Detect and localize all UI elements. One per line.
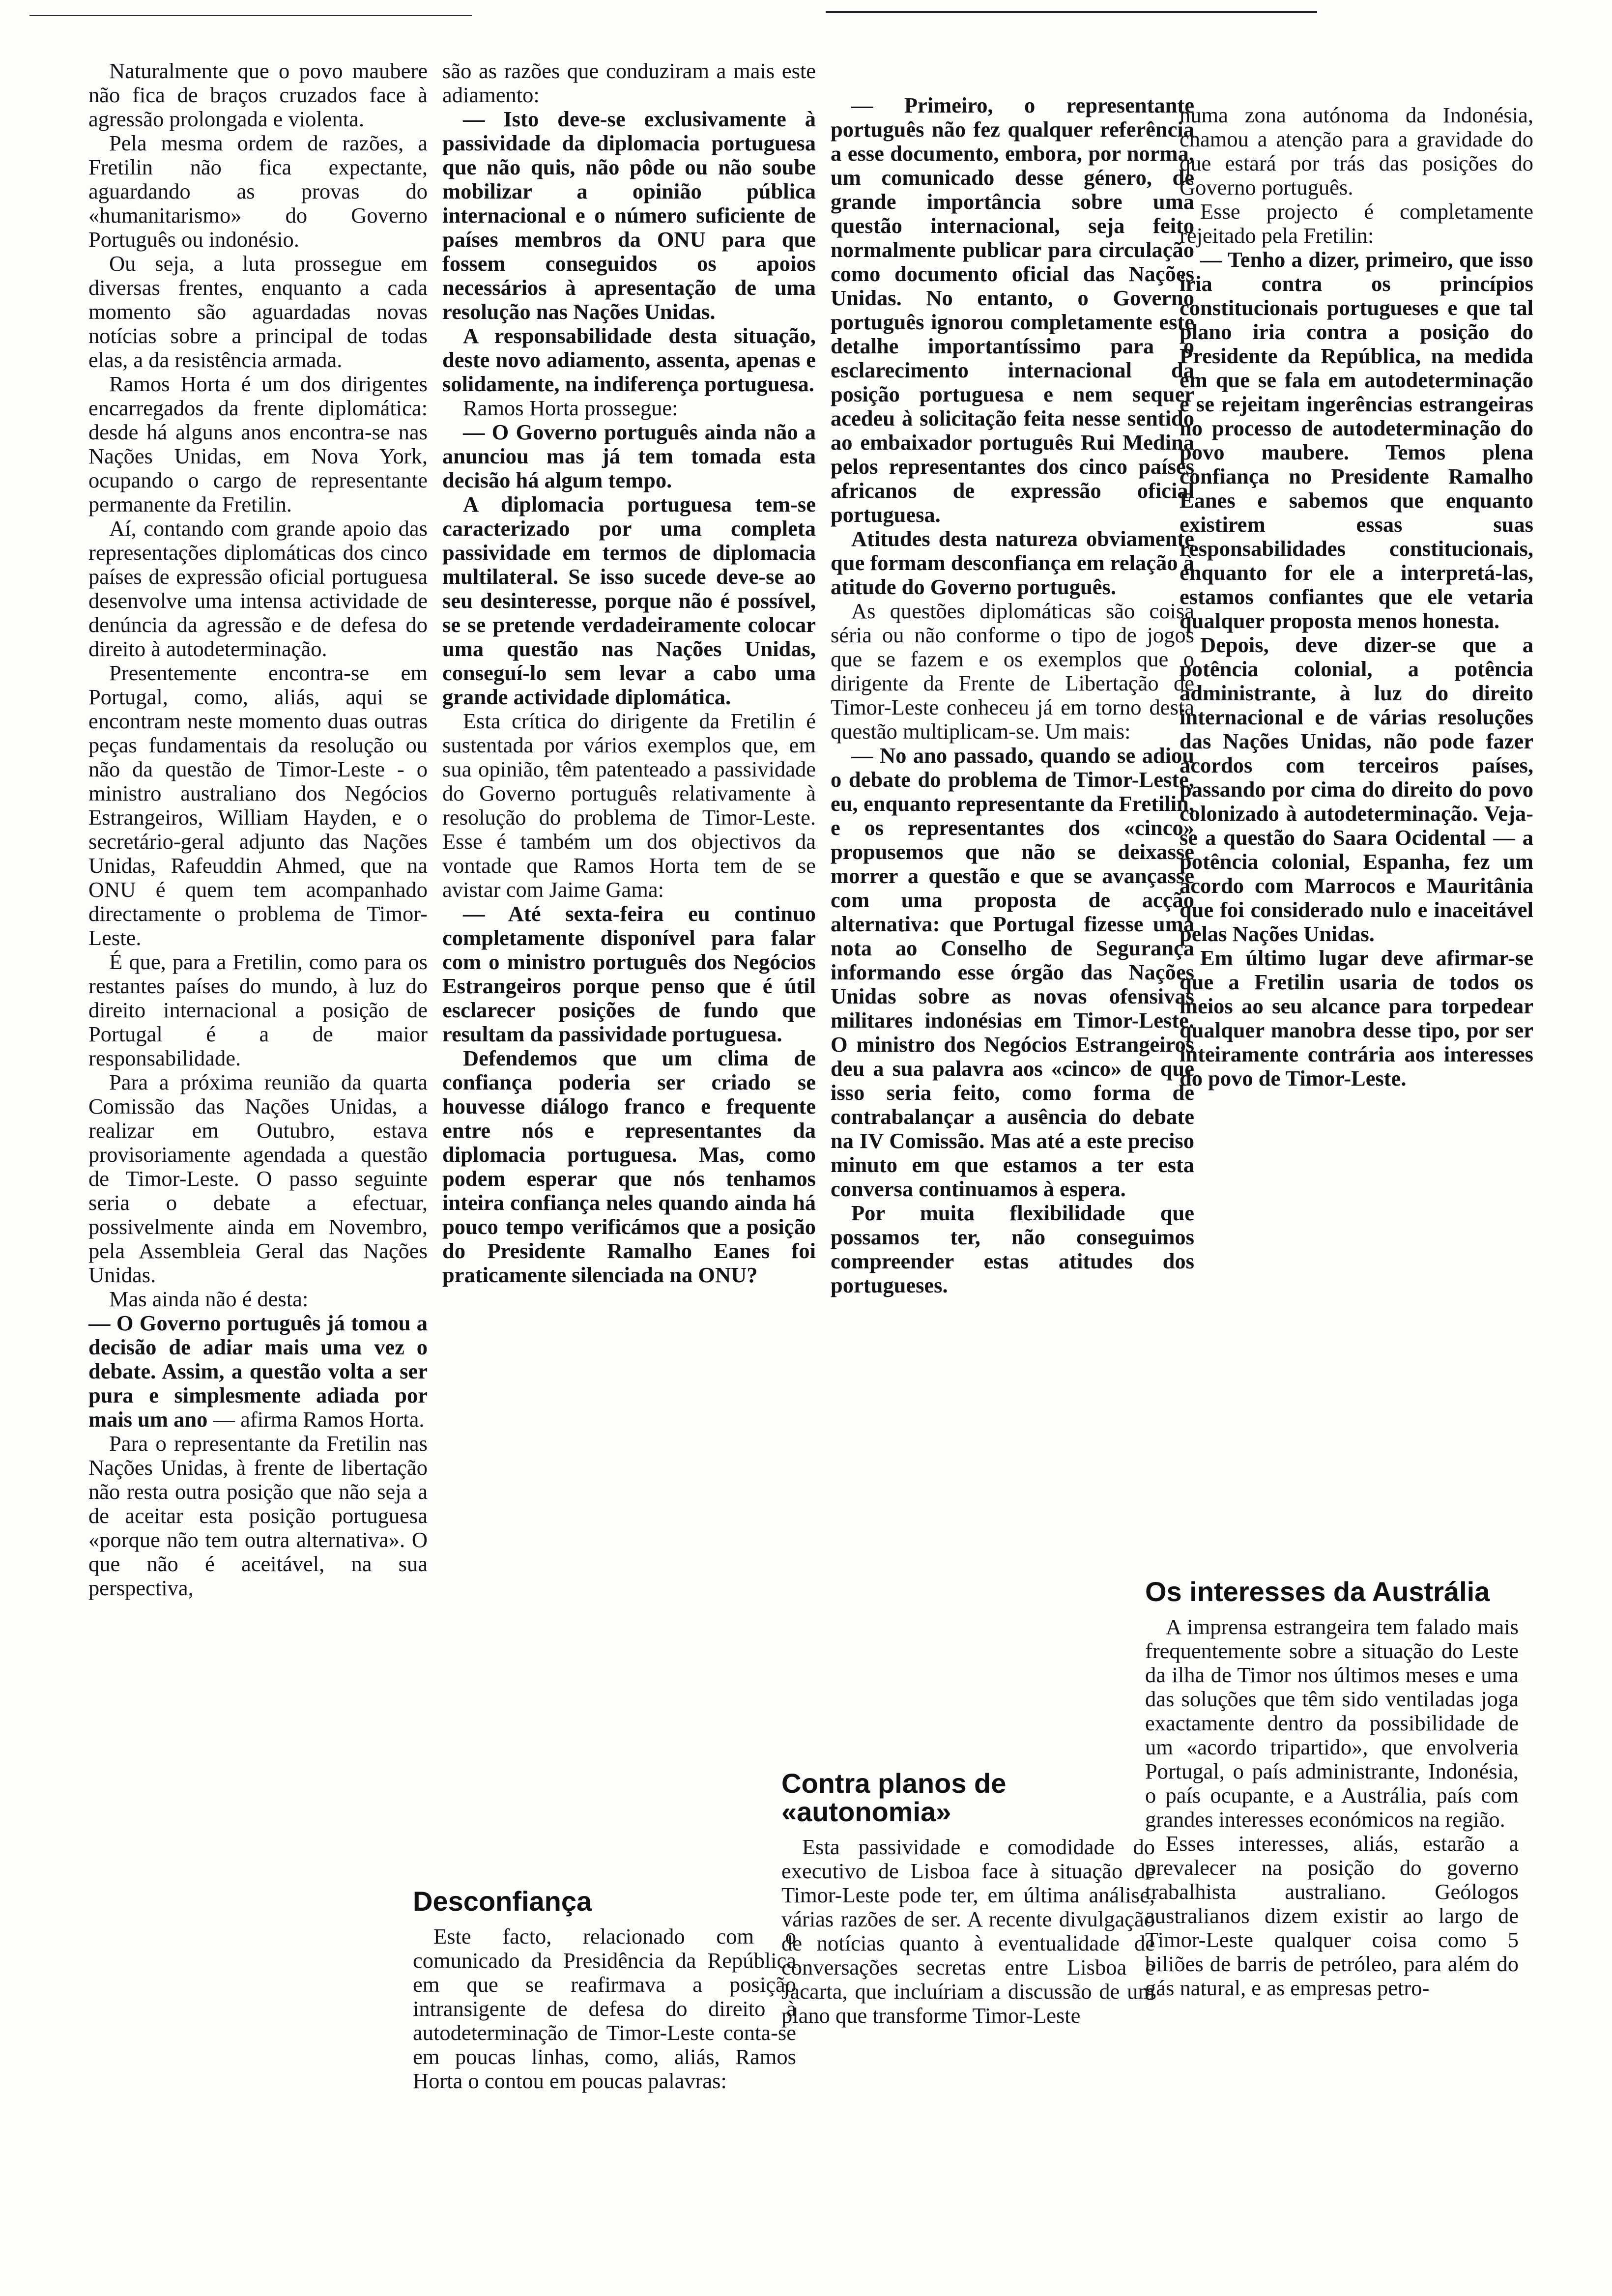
quote-paragraph: A responsabilidade desta situação, deste novo adiamento, assenta, apenas e solidamente, na indiferença portuguesa.	[442, 323, 816, 396]
top-rule	[826, 11, 1317, 13]
paragraph: As questões diplomáticas são coisa séria ou não conforme o tipo de jogos que se fazem e os exemplos que o dirigente da Frente de Libertação de Timor-Leste conheceu já em torno desta questão multiplicam-se. Um mais:	[831, 599, 1194, 744]
paragraph: Ramos Horta é um dos dirigentes encarregados da frente diplomática: desde há alguns anos encontra-se nas Nações Unidas, em Nova York, ocupando o cargo de representante permanente da Fretilin.	[88, 372, 428, 517]
quote-paragraph: Por muita flexibilidade que possamos ter, não conseguimos compreender estas atitudes dos portugueses.	[831, 1201, 1194, 1297]
quote-paragraph: — O Governo português ainda não a anunciou mas já tem tomada esta decisão há algum tempo.	[442, 420, 816, 492]
paragraph: Naturalmente que o povo maubere não fica de braços cruzados face à agressão prolongada e violenta.	[88, 58, 428, 131]
paragraph: A imprensa estrangeira tem falado mais frequentemente sobre a situação do Leste da ilha de Timor nos últimos meses e uma das soluções que têm sido ventiladas joga exactamente dentro da possibilidade de um «acordo tripartido», que envolveria Portugal, o país administrante, Indonésia, o país ocupante, e a Austrália, país com grandes interesses económicos na região.	[1145, 1614, 1519, 1832]
paragraph: Ou seja, a luta prossegue em diversas frentes, enquanto a cada momento são aguardadas novas notícias sobre a principal de todas elas, a da resistência armada.	[88, 251, 428, 372]
paragraph: Esta crítica do dirigente da Fretilin é sustentada por vários exemplos que, em sua opinião, têm patenteado a passividade do Governo português relativamente à resolução do problema de Timor-Leste. Esse é também um dos objectivos da vontade que Ramos Horta tem de se avistar com Jaime Gama:	[442, 709, 816, 902]
column-1	[88, 59, 428, 1600]
quote-paragraph: A diplomacia portuguesa tem-se caracterizado por uma completa passividade em termos de diplomacia multilateral. Se isso sucede deve-se ao seu desinteresse, porque não é possível, se se pretende verdadeiramente colocar uma questão nas Nações Unidas, conseguí-lo sem levar a cabo uma grande actividade diplomática.	[442, 492, 816, 709]
paragraph: Pela mesma ordem de razões, a Fretilin não fica expectante, aguardando as provas do «humanitarismo» do Governo Português ou indonésio.	[88, 131, 428, 252]
quote-paragraph: — No ano passado, quando se adiou o debate do problema de Timor-Leste, eu, enquanto representante da Fretilin, e os representantes dos «cinco» propusemos que não se deixasse morrer a questão e que se avançasse com uma proposta de acção alternativa: que Portugal fizesse uma nota ao Conselho de Segurança informando esse órgão das Nações Unidas sobre as novas ofensivas militares indonésias em Timor-Leste. O ministro dos Negócios Estrangeiros deu a sua palavra aos «cinco» de que isso seria feito, como forma de contrabalançar a ausência do debate na IV Comissão. Mas até a este preciso minuto em que estamos a ter esta conversa continuamos à espera.	[831, 743, 1194, 1201]
column-2	[442, 59, 816, 1287]
quote-paragraph	[88, 1311, 428, 1432]
subhead-interesses-australia: Os interesses da Austrália	[1145, 1576, 1490, 1607]
quote-paragraph: Defendemos que um clima de confiança poderia ser criado se houvesse diálogo franco e frequente entre nós e representantes da diplomacia portuguesa. Mas, como podem esperar que nós tenhamos inteira confiança neles quando ainda há pouco tempo verificámos que a posição do Presidente Ramalho Eanes foi praticamente silenciada na ONU?	[442, 1046, 816, 1287]
subhead-desconfianca: Desconfiança	[413, 1886, 592, 1917]
top-rule-left	[29, 15, 472, 16]
quote-paragraph: — Tenho a dizer, primeiro, que isso iria contra os princípios constitucionais portugueses e que tal plano iria contra a posição do Presidente da República, na medida em que se fala em autodeterminação e se rejeitam ingerências estrangeiras no processo de autodeterminação do povo maubere. Temos plena confiança no Presidente Ramalho Eanes e sabemos que enquanto existirem essas suas responsabilidades constitucionais, enquanto for ele a interpretá-las, estamos confiantes que ele vetaria qualquer proposta menos honesta.	[1180, 247, 1533, 633]
quote-attribution: — afirma Ramos Horta.	[207, 1407, 425, 1432]
paragraph: Mas ainda não é desta:	[109, 1287, 309, 1311]
paragraph: Para o representante da Fretilin nas Nações Unidas, à frente de libertação não resta outra posição que não seja a de aceitar esta posição portuguesa «porque não tem outra alternativa». O que não é aceitável, na sua perspectiva,	[88, 1431, 428, 1600]
column-2-bottom	[413, 1887, 796, 2093]
quote-paragraph: — Isto deve-se exclusivamente à passividade da diplomacia portuguesa que não quis, não pôde ou não soube mobilizar a opinião pública internacional e o número suficiente de países membros da ONU para que fossem conseguidos os apoios necessários à apresentação de uma resolução nas Nações Unidas.	[442, 107, 816, 324]
column-4-bottom	[1145, 1578, 1519, 2000]
paragraph: Para a próxima reunião da quarta Comissão das Nações Unidas, a realizar em Outubro, estava provisoriamente agendada a questão de Timor-Leste. O passo seguinte seria o debate a efectuar, possivelmente ainda em Novembro, pela Assembleia Geral das Nações Unidas.	[88, 1070, 428, 1287]
paragraph: Aí, contando com grande apoio das representações diplomáticas dos cinco países de expressão oficial portuguesa desenvolve uma intensa actividade de denúncia da agressão e de defesa do direito à autodeterminação.	[88, 516, 428, 661]
quote-paragraph: Depois, deve dizer-se que a potência colonial, a potência administrante, à luz do direito internacional e de várias resoluções das Nações Unidas, não pode fazer acordos com terceiros países, passando por cima do direito do povo colonizado à autodeterminação. Veja-se a questão do Saara Ocidental — a potência colonial, Espanha, fez um acordo com Marrocos e Mauritânia que foi considerado nulo e inaceitável pelas Nações Unidas.	[1180, 632, 1533, 946]
paragraph: Esses interesses, aliás, estarão a prevalecer na posição do governo trabalhista australiano. Geólogos australianos dizem existir ao largo de Timor-Leste qualquer coisa como 5 biliões de barris de petróleo, para além do gás natural, e as empresas petro-	[1145, 1831, 1519, 2000]
quote-paragraph: Em último lugar deve afirmar-se que a Fretilin usaria de todos os meios ao seu alcance para torpedear qualquer manobra desse tipo, por ser inteiramente contrária aos interesses do povo de Timor-Leste.	[1180, 946, 1533, 1091]
quote-paragraph: Atitudes desta natureza obviamente que formam desconfiança em relação à atitude do Governo português.	[831, 526, 1194, 599]
column-4	[1180, 103, 1533, 1091]
quote-paragraph: — Primeiro, o representante português não fez qualquer referência a esse documento, embora, por norma, um comunicado desse género, de grande importância sobre uma questão internacional, seja feito normalmente publicar para circulação como documento oficial das Nações Unidas. No entanto, o Governo português ignorou completamente este detalhe importantíssimo para o esclarecimento internacional da posição portuguesa e nem sequer acedeu à solicitação feita nesse sentido ao embaixador português Rui Medina pelos representantes dos cinco países africanos de expressão oficial portuguesa.	[831, 93, 1194, 527]
column-3-bottom	[781, 1769, 1155, 2028]
paragraph: Esta passividade e comodidade do executivo de Lisboa face à situação de Timor-Leste pode ter, em última análise, várias razões de ser. A recente divulgação de notícias quanto à eventualidade de conversações secretas entre Lisboa e Jacarta, que incluíriam a discussão de um plano que transforme Timor-Leste	[781, 1835, 1155, 2028]
paragraph: Presentemente encontra-se em Portugal, como, aliás, aqui se encontram neste momento duas outras peças fundamentais da resolução ou não da questão de Timor-Leste - o ministro australiano dos Negócios Estrangeiros, William Hayden, e o secretário-geral adjunto das Nações Unidas, Rafeuddin Ahmed, que na ONU é quem tem acompanhado directamente o problema de Timor-Leste.	[88, 660, 428, 950]
quote-bold: — O Governo português já tomou a decisão de adiar mais uma vez o debate. Assim, a questão volta a ser pura e simplesmente adiada por mais um ano	[88, 1311, 428, 1432]
paragraph: Este facto, relacionado com o comunicado da Presidência da República em que se reafirmava a posição intransigente de defesa do direito à autodeterminação de Timor-Leste conta-se em poucas linhas, como, aliás, Ramos Horta o contou em poucas palavras:	[413, 1924, 796, 2093]
paragraph: numa zona autónoma da Indonésia, chamou a atenção para a gravidade do que estará por trás das posições do Governo português.	[1180, 103, 1533, 200]
column-3	[831, 93, 1194, 1297]
paragraph: Ramos Horta prossegue:	[463, 396, 678, 420]
paragraph: É que, para a Fretilin, como para os restantes países do mundo, à luz do direito internacional a posição de Portugal é a de maior responsabilidade.	[88, 949, 428, 1070]
subhead-contra-planos: Contra planos de «autonomia»	[781, 1768, 1007, 1827]
paragraph: são as razões que conduziram a mais este adiamento:	[442, 58, 816, 107]
paragraph: Esse projecto é completamente rejeitado pela Fretilin:	[1180, 199, 1533, 248]
quote-paragraph: — Até sexta-feira eu continuo completamente disponível para falar com o ministro português dos Negócios Estrangeiros porque penso que é útil esclarecer posições de fundo que resultam da passividade portuguesa.	[442, 901, 816, 1046]
